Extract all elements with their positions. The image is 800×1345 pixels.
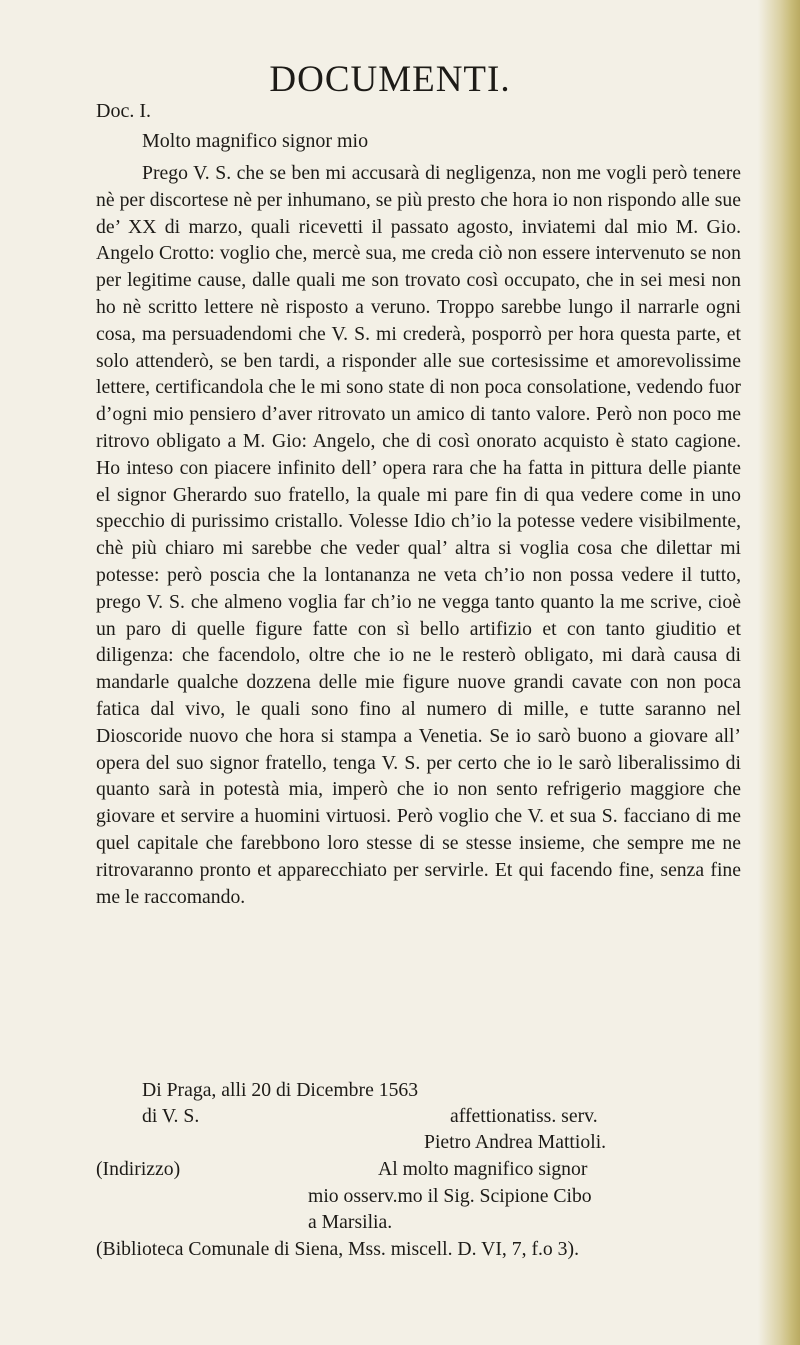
- page-edge-shadow: [758, 0, 800, 1345]
- address-line-2: mio osserv.mo il Sig. Scipione Cibo: [308, 1185, 592, 1207]
- document-number: Doc. I.: [96, 100, 151, 122]
- closing-right: affettionatiss. serv.: [450, 1105, 598, 1127]
- address-line-1: Al molto magnifico signor: [378, 1158, 588, 1180]
- address-line-3: a Marsilia.: [308, 1211, 393, 1233]
- section-heading: DOCUMENTI.: [269, 59, 511, 100]
- address-label: (Indirizzo): [96, 1158, 181, 1180]
- letter-date: Di Praga, alli 20 di Dicembre 1563: [142, 1079, 419, 1101]
- closing-left: di V. S.: [142, 1105, 200, 1127]
- source-citation: (Biblioteca Comunale di Siena, Mss. miscell. D. VI, 7, f.o 3).: [96, 1238, 580, 1260]
- letter-body: Prego V. S. che se ben mi accusarà di negligenza, non me vogli però tenere nè per discortese nè per inhumano, se più presto che hora io non rispondo alle sue de’ XX di marzo, quali ricevetti il passato agosto, inviatemi dal mio M. Gio. Angelo Crotto: voglio che, mercè sua, me creda ciò non essere intervenuto se non per legitime cause, dalle quali me son trovato così occupato, che in sei mesi non ho nè scritto lettere nè risposto a veruno. Troppo sarebbe lungo il narrarle ogni cosa, ma persuadendomi che V. S. mi crederà, posporrò per hora questa parte, et solo attenderò, se ben tardi, a risponder alle sue cortesissime et amorevolissime lettere, certificandola che le mi sono state di non poca consolatione, vedendo fuor d’ogni mio pensiero d’aver ritrovato un amico di tanto valore. Però non poco me ritrovo obligato a M. Gio: Angelo, che di così onorato acquisto è stato cagione. Ho inteso con piacere infinito dell’ opera rara che ha fatta in pittura delle piante el signor Gherardo suo fratello, la quale mi pare fin di qua vedere come in uno specchio di purissimo cristallo. Volesse Idio ch’io la potesse vedere visibilmente, chè più chiaro mi sarebbe che veder qual’ altra si voglia cosa che dilettar mi potesse: però poscia che la lontananza ne veta ch’io non possa vedere il tutto, prego V. S. che almeno voglia far ch’io ne vegga tanto quanto la me scrive, cioè un paro di quelle figure fatte con sì bello artifizio et con tanto giuditio et diligenza: che facendolo, oltre che io ne le resterò obligato, mi darà causa di mandarle qualche dozzena delle mie figure nuove grandi cavate con non poca fatica dal vivo, le quali sono fino al numero di mille, e tutte saranno nel Dioscoride nuovo che hora si stampa a Venetia. Se io sarò buono a giovare all’ opera del suo signor fratello, tenga V. S. per certo che io le sarò liberalissimo di quanto sarà in potestà mia, imperò che io non sento refrigerio maggiore che giovare et servire a huomini virtuosi. Però voglio che V. et sua S. facciano di me quel capitale che farebbono loro stesse di se stesse insieme, che sempre me ne ritrovaranno pronto et apparecchiato per servirle. Et qui facendo fine, senza fine me le raccomando.: [96, 162, 741, 908]
- signature: Pietro Andrea Mattioli.: [424, 1131, 607, 1153]
- letter-salutation: Molto magnifico signor mio: [142, 130, 369, 152]
